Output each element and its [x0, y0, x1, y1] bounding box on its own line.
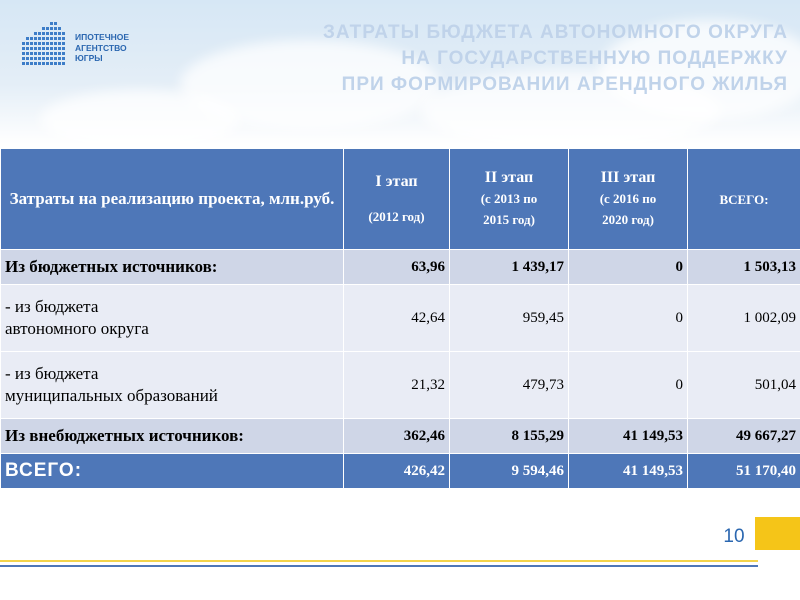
slide-title: [188, 20, 788, 98]
title-line: ЗАТРАТЫ БЮДЖЕТА АВТОНОМНОГО ОКРУГА: [322, 22, 788, 43]
cell-stage2: 9 594,46: [450, 454, 569, 489]
cell-stage1: 362,46: [344, 419, 450, 454]
header-stage3-title: III этап: [600, 169, 656, 186]
title-line: НА ГОСУДАРСТВЕННУЮ ПОДДЕРЖКУ: [401, 48, 788, 69]
cell-stage3: 0: [569, 285, 688, 352]
row-label-line1: - из бюджета: [5, 364, 99, 383]
logo-line: ЮГРЫ: [75, 53, 103, 63]
header-stage1-cell: [344, 149, 450, 250]
header-stage3-period-line2: 2020 год): [602, 212, 654, 227]
table-row: [1, 250, 800, 285]
table-row: [1, 419, 800, 454]
cell-total: 1 002,09: [688, 285, 800, 352]
cell-stage2: 1 439,17: [450, 250, 569, 285]
header-label-cell: Затраты на реализацию проекта, млн.руб.: [1, 149, 344, 250]
cell-stage1: 42,64: [344, 285, 450, 352]
cell-total: 1 503,13: [688, 250, 800, 285]
header-stage1-period: (2012 год): [368, 208, 425, 224]
logo-line: АГЕНТСТВО: [75, 42, 127, 53]
cell-stage1: 21,32: [344, 352, 450, 419]
header-total-cell: [688, 149, 800, 250]
page-accent-square: [755, 517, 800, 550]
table-row: [1, 285, 800, 352]
cell-stage3: 0: [569, 250, 688, 285]
cell-total: 49 667,27: [688, 419, 800, 454]
header-stage2-period-line1: (с 2013 по: [480, 191, 538, 206]
row-label: [1, 285, 344, 352]
footer-line-blue: [0, 565, 758, 567]
title-line: ПРИ ФОРМИРОВАНИИ АРЕНДНОГО ЖИЛЬЯ: [341, 74, 788, 95]
table-header-row: [1, 149, 800, 250]
row-label: Из бюджетных источников:: [1, 250, 344, 285]
cell-stage2: 959,45: [450, 285, 569, 352]
cell-stage2: 479,73: [450, 352, 569, 419]
cell-stage3: 0: [569, 352, 688, 419]
page-number: 10: [723, 526, 745, 547]
row-label-line1: - из бюджета: [5, 297, 99, 316]
budget-table: [0, 148, 800, 489]
table-total-row: [1, 454, 800, 489]
logo-text: [75, 32, 155, 64]
row-label: ВСЕГО:: [1, 454, 344, 489]
header-stage2-cell: [450, 149, 569, 250]
row-label-line2: автономного округа: [5, 319, 149, 338]
table-row: [1, 352, 800, 419]
footer-lines: [0, 560, 758, 570]
header-stage3-cell: [569, 149, 688, 250]
footer-line-yellow: [0, 560, 758, 562]
row-label-line2: муниципальных образований: [5, 386, 218, 405]
header-stage2-period-line2: 2015 год): [483, 212, 535, 227]
cell-stage1: 63,96: [344, 250, 450, 285]
logo-line: ИПОТЕЧНОЕ: [75, 32, 130, 42]
cell-total: 51 170,40: [688, 454, 800, 489]
cell-stage3: 41 149,53: [569, 419, 688, 454]
agency-logo: [20, 20, 150, 72]
cell-stage3: 41 149,53: [569, 454, 688, 489]
header-stage2-title: II этап: [484, 169, 534, 186]
header-stage1-title: I этап: [375, 172, 418, 190]
cell-total: 501,04: [688, 352, 800, 419]
row-label: [1, 352, 344, 419]
header-stage3-period-line1: (с 2016 по: [599, 191, 657, 206]
header-total-label: ВСЕГО:: [719, 191, 769, 207]
building-logo-icon: [20, 20, 70, 70]
row-label: Из внебюджетных источников:: [1, 419, 344, 454]
cell-stage1: 426,42: [344, 454, 450, 489]
cell-stage2: 8 155,29: [450, 419, 569, 454]
